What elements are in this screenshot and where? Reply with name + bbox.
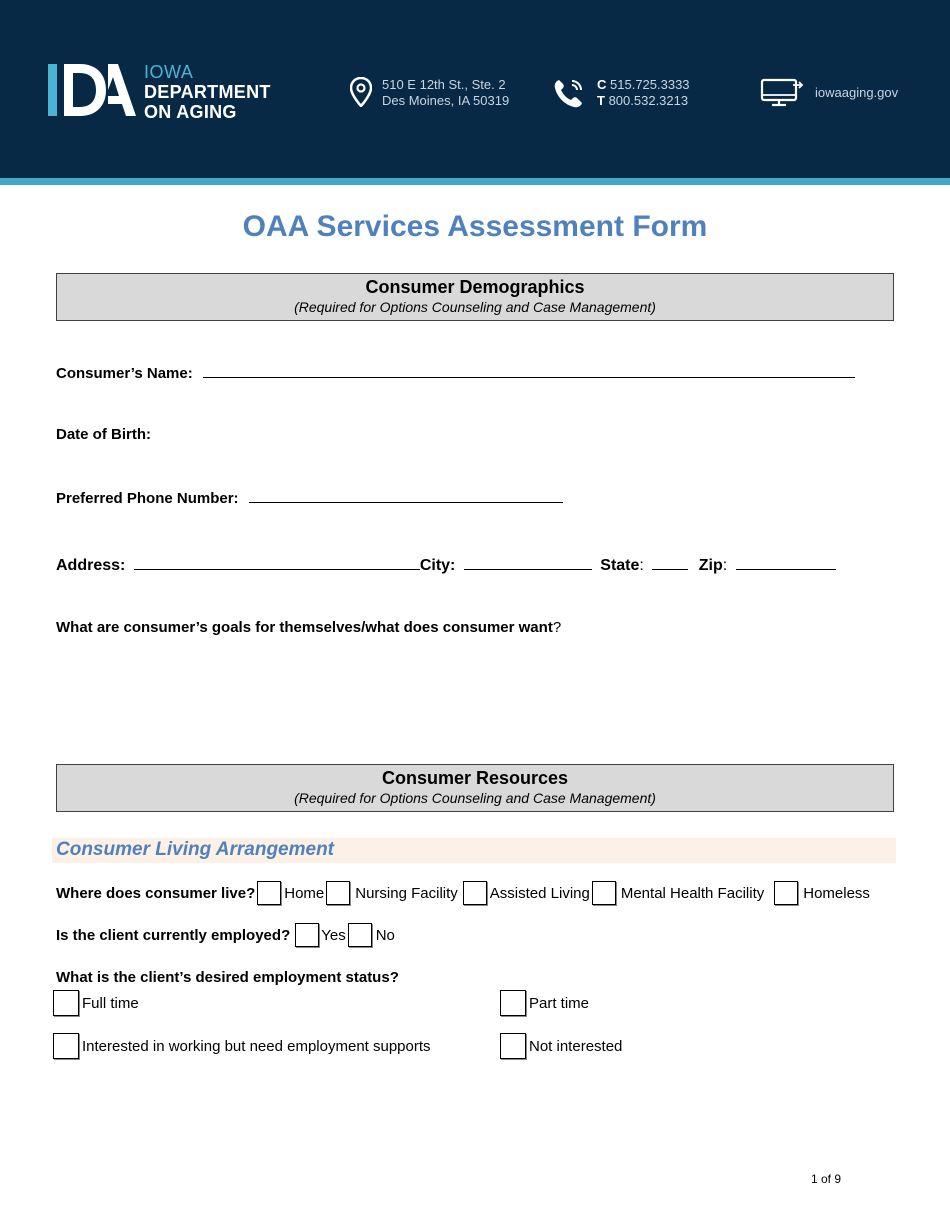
goals-field	[56, 619, 561, 636]
option-home-label: Home	[284, 884, 325, 902]
option-assisted-living-label: Assisted Living	[489, 884, 590, 902]
phone-label: Preferred Phone Number:	[56, 490, 239, 507]
checkbox-not-interested[interactable]	[500, 1033, 526, 1059]
resources-section-header	[56, 764, 894, 812]
website-text: iowaaging.gov	[815, 85, 899, 100]
goals-label: What are consumer’s goals for themselves/what does consumer want	[56, 619, 553, 636]
address-line-2: Des Moines, IA 50319	[382, 93, 510, 108]
desired-option-part-time	[500, 990, 589, 1016]
checkbox-mental-health-facility[interactable]	[592, 881, 616, 905]
zip-colon: :	[722, 557, 728, 574]
header-banner	[0, 0, 950, 178]
option-yes-label: Yes	[321, 926, 346, 944]
state-label: State	[600, 557, 640, 574]
checkbox-nursing-facility[interactable]	[326, 881, 350, 905]
living-arrangement-subheading-bar	[52, 838, 896, 863]
checkbox-need-supports[interactable]	[53, 1033, 79, 1059]
option-need-supports-label: Interested in working but need employment supports	[82, 1037, 431, 1055]
address-line-1: 510 E 12th St., Ste. 2	[382, 77, 506, 92]
option-not-interested-label: Not interested	[529, 1037, 623, 1055]
option-homeless-label: Homeless	[803, 884, 870, 902]
employed-question-label: Is the client currently employed?	[56, 926, 291, 944]
consumer-name-field	[56, 363, 855, 382]
consumer-name-label: Consumer’s Name:	[56, 365, 193, 382]
phone-c-number: 515.725.3333	[610, 77, 690, 92]
option-nursing-facility-label: Nursing Facility	[355, 884, 458, 902]
checkbox-part-time[interactable]	[500, 990, 526, 1016]
desired-employment-question-label: What is the client’s desired employment status?	[56, 969, 399, 986]
checkbox-full-time[interactable]	[53, 990, 79, 1016]
phone-input-line[interactable]	[249, 488, 563, 503]
logo-line-iowa: IOWA	[144, 62, 194, 82]
resources-subheading: (Required for Options Counseling and Case Management)	[294, 790, 656, 806]
phone-c-label: C	[597, 77, 607, 92]
form-title: OAA Services Assessment Form	[242, 210, 708, 243]
live-question-row	[56, 881, 870, 905]
desired-option-full-time	[53, 990, 139, 1016]
desired-employment-field	[56, 969, 399, 986]
checkbox-assisted-living[interactable]	[463, 881, 487, 905]
demographics-heading: Consumer Demographics	[365, 277, 585, 297]
address-label: Address:	[56, 557, 126, 574]
dob-field	[56, 426, 151, 443]
phone-t-number: 800.532.3213	[608, 93, 689, 108]
phone-c-line	[597, 77, 690, 93]
address-input-line[interactable]	[134, 555, 420, 570]
living-arrangement-heading: Consumer Living Arrangement	[56, 839, 335, 860]
computer-monitor-icon	[760, 77, 804, 107]
phone-field	[56, 488, 563, 507]
checkbox-home[interactable]	[257, 881, 281, 905]
desired-option-need-supports	[53, 1033, 431, 1059]
phone-t-label: T	[597, 93, 605, 108]
checkbox-employed-yes[interactable]	[295, 923, 319, 947]
city-label: City:	[419, 557, 456, 574]
state-input-line[interactable]	[652, 555, 688, 570]
checkbox-employed-no[interactable]	[348, 923, 372, 947]
logo-line-department: DEPARTMENT	[144, 82, 271, 102]
phone-t-line	[597, 93, 688, 109]
desired-option-not-interested	[500, 1033, 622, 1059]
location-pin-icon	[350, 77, 372, 107]
goals-qmark: ?	[552, 619, 562, 636]
option-no-label: No	[375, 926, 395, 944]
checkbox-homeless[interactable]	[774, 881, 798, 905]
ida-logo-icon	[46, 60, 138, 122]
page-number: 1 of 9	[811, 1172, 842, 1186]
banner-stripe	[0, 178, 950, 185]
demographics-subheading: (Required for Options Counseling and Case Management)	[294, 299, 656, 315]
option-full-time-label: Full time	[82, 994, 139, 1012]
state-colon: :	[639, 557, 644, 574]
phone-icon	[553, 77, 587, 109]
option-part-time-label: Part time	[529, 994, 590, 1012]
consumer-name-input-line[interactable]	[203, 363, 855, 378]
zip-input-line[interactable]	[736, 555, 836, 570]
city-input-line[interactable]	[464, 555, 592, 570]
zip-label: Zip	[698, 557, 723, 574]
logo-text	[144, 62, 294, 122]
address-row	[56, 555, 836, 575]
resources-heading: Consumer Resources	[381, 768, 569, 788]
dob-label: Date of Birth:	[56, 426, 151, 443]
logo-line-on-aging: ON AGING	[144, 102, 237, 122]
employed-question-row	[56, 923, 395, 947]
demographics-section-header	[56, 273, 894, 321]
option-mental-health-facility-label: Mental Health Facility	[620, 884, 765, 902]
live-question-label: Where does consumer live?	[56, 884, 256, 902]
